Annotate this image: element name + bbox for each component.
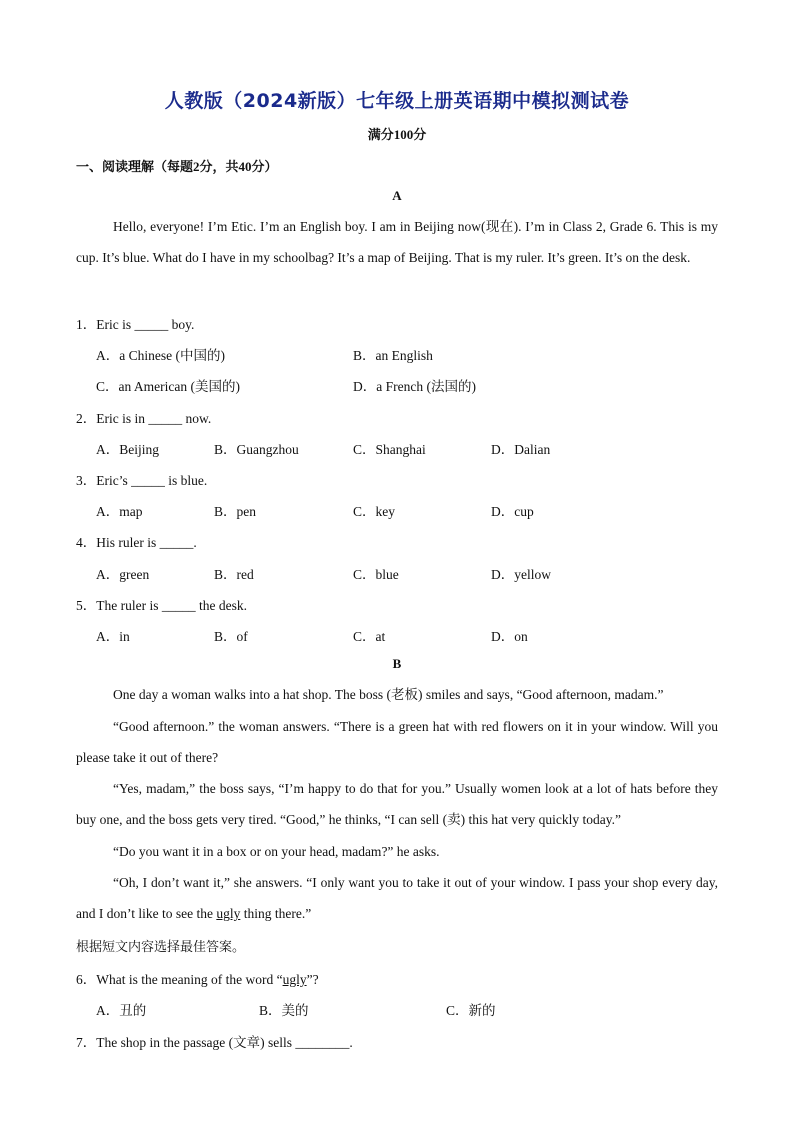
underlined-word: ugly (282, 972, 307, 987)
q4-option-a: A．green (96, 567, 150, 582)
q5-option-b: B．of (214, 629, 248, 644)
question-number: 5． (76, 598, 97, 613)
question-4 (76, 531, 197, 551)
q1-option-d: D．a French (法国的) (353, 379, 476, 394)
q4-option-d: D．yellow (491, 567, 551, 582)
q5-option-d: D．on (491, 629, 528, 644)
paragraph-text: “Oh, I don’t want it,” she answers. “I only want you to take it out of your window. I pass your shop every day, and I don’t like to see the (76, 875, 718, 922)
question-stem: Eric is in _____ now. (96, 411, 212, 426)
question-6 (76, 968, 319, 988)
q1-option-c: C．an American (美国的) (96, 379, 240, 394)
passage-b-paragraph-3: “Yes, madam,” the boss says, “I’m happy to do that for you.” Usually women look at a lot of hats before they buy one, and the boss gets very tired. “Good,” he thinks, “I can sell (卖) this hat very quickly today.” (76, 781, 718, 828)
q6-option-a: A．丑的 (96, 1003, 147, 1018)
question-number: 3． (76, 473, 97, 488)
question-number: 6． (76, 972, 97, 987)
q4-option-c: C．blue (353, 567, 399, 582)
q6-option-c: C．新的 (446, 1003, 496, 1018)
q6-option-b: B．美的 (259, 1003, 309, 1018)
page-title: 人教版（2024新版）七年级上册英语期中模拟测试卷 (164, 90, 630, 112)
section-heading-reading: 一、阅读理解（每题2分，共40分） (76, 159, 278, 174)
question-1 (76, 313, 194, 333)
q3-option-b: B．pen (214, 504, 256, 519)
question-number: 7． (76, 1035, 97, 1050)
q2-option-b: B．Guangzhou (214, 442, 299, 457)
passage-b-paragraph-2: “Good afternoon.” the woman answers. “There is a green hat with red flowers on it in your window. Will you please take it out of there? (76, 719, 718, 766)
question-stem: Eric’s _____ is blue. (96, 473, 208, 488)
q3-option-c: C．key (353, 504, 395, 519)
q3-option-d: D．cup (491, 504, 534, 519)
question-stem-end: ”? (306, 972, 319, 987)
question-3 (76, 469, 207, 489)
passage-b-label: B (392, 656, 402, 671)
q5-option-c: C．at (353, 629, 386, 644)
passage-b-paragraph-4: “Do you want it in a box or on your head, madam?” he asks. (113, 844, 440, 859)
question-stem: The ruler is _____ the desk. (96, 598, 247, 613)
question-number: 1． (76, 317, 97, 332)
paragraph-text: thing there.” (240, 906, 312, 922)
question-stem: His ruler is _____. (96, 535, 197, 550)
q4-option-b: B．red (214, 567, 254, 582)
passage-a-text: Hello, everyone! I’m Etic. I’m an English boy. I am in Beijing now(现在). I’m in Class 2, Grade 6. This is my cup. It’s blue. What do I have in my schoolbag? It’s a map of Beijing. That is my ruler. It’s green. It’s on the desk. (76, 219, 718, 266)
passage-a-label: A (392, 188, 402, 203)
question-5 (76, 594, 247, 614)
q2-option-a: A．Beijing (96, 442, 159, 457)
question-stem: What is the meaning of the word “ (96, 972, 283, 987)
question-stem: The shop in the passage (文章) sells ________. (96, 1035, 353, 1050)
instruction-b: 根据短文内容选择最佳答案。 (76, 940, 246, 955)
full-score: 满分100分 (367, 127, 427, 142)
passage-b-paragraph-5 (76, 867, 718, 930)
q3-option-a: A．map (96, 504, 143, 519)
q2-option-d: D．Dalian (491, 442, 551, 457)
passage-b-paragraph-1: One day a woman walks into a hat shop. The boss (老板) smiles and says, “Good afternoon, madam.” (113, 687, 664, 702)
question-number: 2． (76, 411, 97, 426)
underlined-word: ugly (216, 906, 241, 922)
q1-option-b: B．an English (353, 348, 433, 363)
question-number: 4． (76, 535, 97, 550)
q5-option-a: A．in (96, 629, 130, 644)
q1-option-a: A．a Chinese (中国的) (96, 348, 225, 363)
question-2 (76, 407, 211, 427)
q2-option-c: C．Shanghai (353, 442, 426, 457)
question-7 (76, 1031, 353, 1051)
question-stem: Eric is _____ boy. (96, 317, 195, 332)
